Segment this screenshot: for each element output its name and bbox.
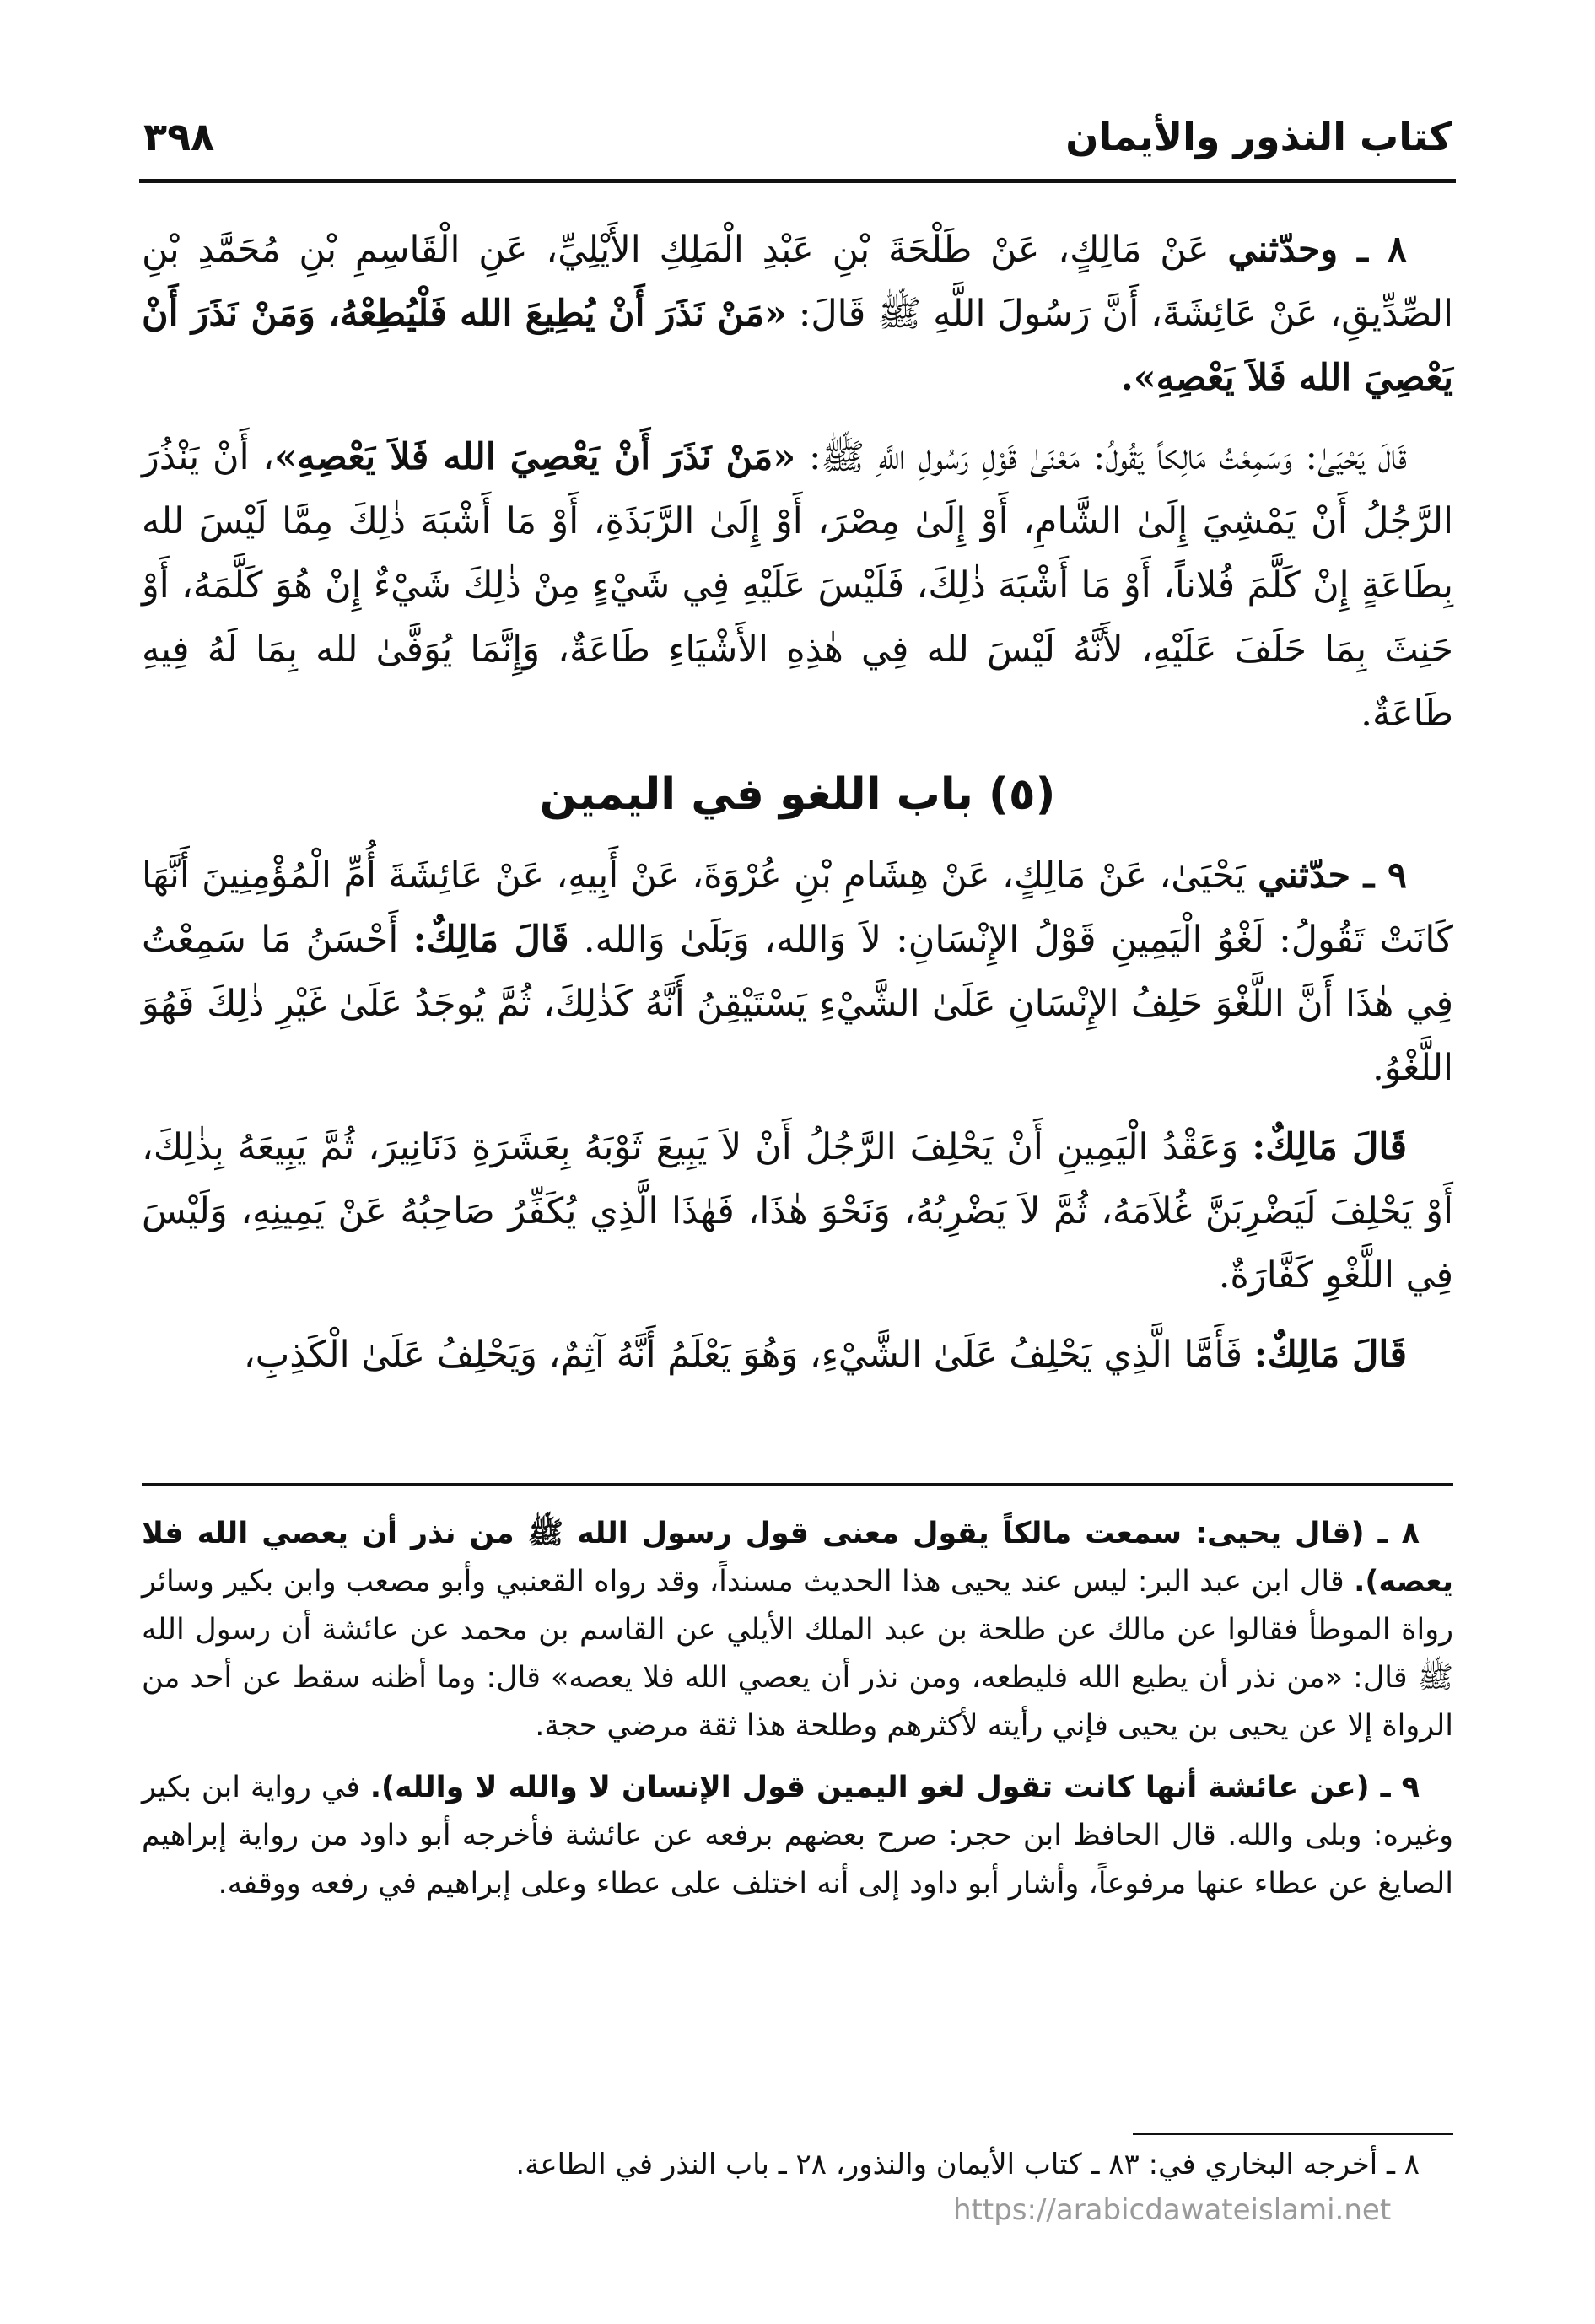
footnote-8-text: قال ابن عبد البر: ليس عند يحيى هذا الحديث مسنداً، وقد رواه القعنبي وأبو مصعب وابن بكير وسائر رواة الموطأ فقالوا عن مالك عن طلحة بن عبد الملك الأيلي عن القاسم بن محمد عن عائشة أن رسول الله ﷺ قال: «من نذر أن يطيع الله فليطعه، ومن نذر أن يعصي الله فلا يعصه» قال: وما أظنه سقط عن أحد من الرواة إلا عن يحيى بن يحيى فإني رأيته لأكثرهم وطلحة هذا ثقة مرضي حجة. <box>142 1565 1453 1743</box>
footnote-9-heading: ٩ ـ (عن عائشة أنها كانت تقول لغو اليمين قول الإنسان لا والله لا والله). <box>369 1771 1420 1804</box>
hadith-9-malik: قَالَ مَالِكٌ: <box>412 919 569 961</box>
main-text <box>142 218 1453 1402</box>
malik-commentary-3-text: فَأَمَّا الَّذِي يَحْلِفُ عَلَىٰ الشَّيْءِ، وَهُوَ يَعْلَمُ أَنَّهُ آثِمٌ، وَيَحْلِفُ عَلَىٰ الْكَذِبِ، <box>243 1334 1254 1376</box>
hadith-9-text-a: يَحْيَىٰ، عَنْ مَالِكٍ، عَنْ هِشَامِ بْنِ عُرْوَةَ، عَنْ أَبِيهِ، عَنْ عَائِشَةَ أُمِّ الْمُؤْمِنِينَ أَنَّهَا كَانَتْ تَقُولُ: لَغْوُ الْيَمِينِ قَوْلُ الإِنْسَانِ: لاَ وَالله، وَبَلَىٰ وَالله. <box>142 855 1454 961</box>
hadith-8-text: عَنْ مَالِكٍ، عَنْ طَلْحَةَ بْنِ عَبْدِ الْمَلِكِ الأَيْلِيِّ، عَنِ الْقَاسِمِ بْنِ مُحَمَّدِ بْنِ الصِّدِّيقِ، عَنْ عَائِشَةَ، أَنَّ رَسُولَ اللَّهِ ﷺ قَالَ: <box>142 229 1453 335</box>
section-heading: (٥) باب اللغو في اليمين <box>539 769 1056 820</box>
malik-commentary-1-text-a: قَالَ يَحْيَىٰ: وَسَمِعْتُ مَالِكاً يَقُولُ: مَعْنَىٰ قَوْلِ رَسُولِ اللَّهِ ﷺ: <box>795 436 1407 478</box>
footnote-8 <box>142 1510 1453 1750</box>
watermark-url: https://arabicdawateislami.net <box>953 2193 1392 2227</box>
footnote-9-text: في رواية ابن بكير وغيره: وبلى والله. قال الحافظ ابن حجر: صرح بعضهم برفعه عن عائشة فأخرجه أبو داود من رواية إبراهيم الصايغ عن عطاء عنها مرفوعاً، وأشار أبو داود إلى أنه اختلف على عطاء وعلى إبراهيم في رفعه ووقفه. <box>142 1771 1453 1901</box>
footnote-9 <box>142 1764 1453 1908</box>
source-rule <box>1133 2133 1453 2135</box>
malik-commentary-3-lead: قَالَ مَالِكٌ: <box>1253 1334 1407 1376</box>
malik-commentary-2-text: وَعَقْدُ الْيَمِينِ أَنْ يَحْلِفَ الرَّجُلُ أَنْ لاَ يَبِيعَ ثَوْبَهُ بِعَشَرَةِ دَنَانِيرَ، ثُمَّ يَبِيعَهُ بِذٰلِكَ، أَوْ يَحْلِفَ لَيَضْرِبَنَّ غُلاَمَهُ، ثُمَّ لاَ يَضْرِبُهُ، وَنَحْوَ هٰذَا، فَهٰذَا الَّذِي يُكَفِّرُ صَاحِبُهُ عَنْ يَمِينِهِ، وَلَيْسَ فِي اللَّغْوِ كَفَّارَةٌ. <box>142 1126 1453 1297</box>
source-note: ٨ ـ أخرجه البخاري في: ٨٣ ـ كتاب الأيمان والنذور، ٢٨ ـ باب النذر في الطاعة. <box>515 2148 1420 2181</box>
malik-commentary-1-quote: «مَنْ نَذَرَ أَنْ يَعْصِيَ الله فَلاَ يَعْصِهِ» <box>274 436 796 478</box>
hadith-8-lead: ٨ ـ وحدّثني <box>1227 229 1407 271</box>
footnote-rule <box>142 1483 1453 1486</box>
header-rule <box>139 179 1456 183</box>
malik-commentary-2-lead: قَالَ مَالِكٌ: <box>1252 1126 1408 1168</box>
hadith-8 <box>142 218 1453 410</box>
malik-commentary-1-text-b: ، أَنْ يَنْذُرَ الرَّجُلُ أَنْ يَمْشِيَ إِلَىٰ الشَّامِ، أَوْ إِلَىٰ مِصْرَ، أَوْ إِلَىٰ الرَّبَذَةِ، أَوْ مَا أَشْبَهَ ذٰلِكَ مِمَّا لَيْسَ لله بِطَاعَةٍ إِنْ كَلَّمَ فُلاناً، أَوْ مَا أَشْبَهَ ذٰلِكَ، فَلَيْسَ عَلَيْهِ فِي شَيْءٍ مِنْ ذٰلِكَ شَيْءٌ إِنْ هُوَ كَلَّمَهُ، أَوْ حَنِثَ بِمَا حَلَفَ عَلَيْهِ، لأَنَّهُ لَيْسَ لله فِي هٰذِهِ الأَشْيَاءِ طَاعَةٌ، وَإِنَّمَا يُوَفَّىٰ لله بِمَا لَهُ فِيهِ طَاعَةٌ. <box>142 436 1453 735</box>
running-title: كتاب النذور والأيمان <box>1065 114 1452 159</box>
malik-commentary-3 <box>142 1323 1453 1387</box>
page-number: ٣٩٨ <box>143 114 215 159</box>
footnotes <box>142 1510 1453 1922</box>
malik-commentary-2 <box>142 1115 1453 1308</box>
hadith-8-quote: «مَنْ نَذَرَ أَنْ يُطِيعَ الله فَلْيُطِعْهُ، وَمَنْ نَذَرَ أَنْ يَعْصِيَ الله فَلاَ يَعْصِهِ». <box>142 293 1453 399</box>
page-header <box>143 114 1452 173</box>
malik-commentary-1 <box>142 425 1453 746</box>
footnote-8-heading: ٨ ـ (قال يحيى: سمعت مالكاً يقول معنى قول رسول الله ﷺ من نذر أن يعصي الله فلا يعصه). <box>142 1517 1453 1599</box>
hadith-9-lead: ٩ ـ حدّثني <box>1258 855 1407 897</box>
hadith-9-text-b: أَحْسَنُ مَا سَمِعْتُ فِي هٰذَا أَنَّ اللَّغْوَ حَلِفُ الإِنْسَانِ عَلَىٰ الشَّيْءِ يَسْتَيْقِنُ أَنَّهُ كَذٰلِكَ، ثُمَّ يُوجَدُ عَلَىٰ غَيْرِ ذٰلِكَ فَهُوَ اللَّغْوُ. <box>142 919 1453 1089</box>
hadith-9 <box>142 844 1453 1100</box>
